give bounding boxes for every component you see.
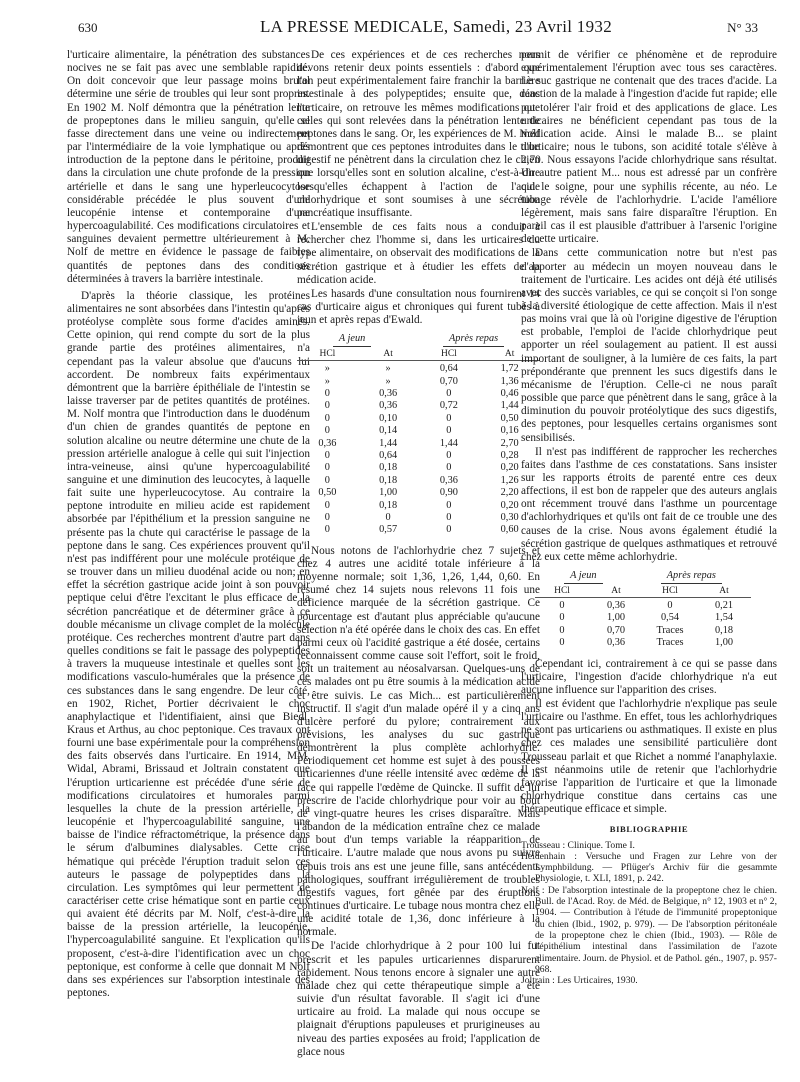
gastric-acidity-table: [297, 333, 540, 537]
column-header: HCl: [319, 348, 336, 359]
table-cell: 0,57: [379, 524, 398, 536]
table-cell: 0: [446, 425, 452, 437]
table-cell: 0: [324, 449, 330, 461]
table-cell: 0,72: [439, 400, 458, 412]
table-cell: 0,18: [379, 462, 398, 474]
table-cell: 0: [446, 412, 452, 424]
paragraph: Dans cette communication notre but n'est pas d'apporter au médecin un moyen nouveau dans le traitement de l'urticaire. Les acides ont déjà été utilisés avec des succès variables, ce qui se conçoit si l'on songe à la diversité étiologique de cette affection. Mais il n'est pas moins vrai que là où l'origine digestive de l'éruption est probable, l'emploi de l'acide chlorhydrique peut apporter un réel soulagement au patient. Il est aussi important de souligner, à la lumière de ces faits, la part prépondérante que prennent les sucs digestifs dans le mécanisme de l'éruption. Celle-ci ne nous paraît possible que parce que pénètrent dans le sang, grâce à la diminution du pouvoir protéolytique des sucs digestifs, des peptones, pour lesquelles certains organismes sont sensibilisés.: [521, 247, 777, 444]
paragraph: Cependant ici, contrairement à ce qui se passe dans l'urticaire, l'ingestion d'acide chlorhydrique n'a eut aucune influence sur l'apparition des crises.: [521, 657, 777, 696]
table-cell: 0,36: [318, 437, 337, 449]
column-header: At: [611, 585, 621, 596]
table-row: [297, 450, 540, 462]
table-cell: 0: [324, 499, 330, 511]
table-cell: 1,00: [379, 487, 398, 499]
table-cell: 0: [559, 599, 565, 611]
table-cell: 0: [324, 511, 330, 523]
table-row: [297, 363, 540, 375]
table-cell: 0: [559, 624, 565, 636]
paragraph: Il est évident que l'achlorhydrie n'explique pas seule l'urticaire ou l'asthme. En effet, tous les achlorhydriques ne sont pas urticariens ou asthmatiques. Il existe en plus chez ces malades une sensibilité particulière dont Trousseau parlait et que Richet a nommé l'anaphylaxie. Il est néanmoins utile de retenir que l'achlorhydrie favorise l'apparition de l'urticaire et que la limonade chlorhydrique constitue dans certains cas une thérapeutique efficace et simple.: [521, 698, 777, 816]
table-cell: 0,54: [660, 612, 680, 624]
table-cell: »: [324, 375, 330, 387]
table-row: [535, 637, 751, 649]
table-cell: 0: [446, 524, 452, 536]
table-cell: 0,30: [500, 511, 519, 523]
bibliography-entry: Heidenhain : Versuche und Fragen zur Lehre von der Lymphbildung. — Pflüger's Archiv für die gesammte Physiologie, t. XLI, 1891, p. 242.: [521, 850, 777, 885]
table-cell: 1,44: [500, 400, 519, 412]
column-header: HCl: [554, 585, 570, 596]
table-column-headers: [297, 348, 540, 361]
table-cell: 0: [446, 449, 452, 461]
table-cell: 0,36: [439, 474, 458, 486]
table-cell: 0,28: [500, 449, 519, 461]
table-cell: »: [324, 363, 330, 375]
table-cell: 0: [559, 637, 565, 649]
bibliography-heading: BIBLIOGRAPHIE: [609, 824, 689, 835]
bibliography: [521, 840, 777, 987]
table-row: [297, 512, 540, 524]
table-row: [297, 524, 540, 536]
paragraph: De ces expériences et de ces recherches nous devons retenir deux points essentiels : d'abord que l'on peut expérimentalement faire franchir la barrière intestinale à des polypeptides; ensuite que, dans l'urticaire, on retrouve les mêmes modifications que celles qui sont relevées dans la pénétration lente de peptones dans le sang. Or, les expériences de M. Nolf démontrent que ces peptones introduites dans le tube digestif ne pénètrent dans la circulation chez le chien que lorsqu'elles sont en solution alcaline, c'est-à-dire lorsqu'elles échappent à l'action de l'acide chlorhydrique et sont soumises à une sécrétion pancréatique insuffisante.: [297, 49, 540, 219]
table-group-headers: [297, 333, 540, 346]
table-cell: 0,18: [379, 474, 398, 486]
table-cell: 1,00: [714, 637, 734, 649]
table-row: [297, 425, 540, 437]
paragraph: De l'acide chlorhydrique à 2 pour 100 lui fut prescrit et les papules urticariennes disparurent rapidement. Nous tenons encore à signaler une autre malade chez qui cette thérapeutique simple a été suivie d'un résultat favorable. Il s'agit ici d'une urticaire au froid. La malade qui nous occupe se plaignait d'éruptions papuleuses et prurigineuses au niveau des parties exposées au froid; l'application de glace nous: [297, 940, 540, 1058]
column-header: HCl: [662, 585, 678, 596]
table-cell: 0,10: [379, 412, 398, 424]
journal-masthead: [260, 17, 612, 37]
table-cell: »: [385, 363, 391, 375]
table-cell: 0: [324, 462, 330, 474]
table-cell: 0: [324, 400, 330, 412]
table-row: [297, 500, 540, 512]
paragraph: Il n'est pas indifférent de rapprocher les recherches faites dans l'asthme de ces constatations. Sans insister sur les rapports étroits de parenté entre ces deux affections, il est bon de rappeler que des auteurs anglais ont récemment trouvé dans l'asthme un pourcentage d'achlorhydriques et qu'ils ont fait de ce trouble une des causes de la crise. Nous avons également étudié la sécrétion gastrique de quelques asthmatiques et retrouvé chez eux cette même achlorhydrie.: [521, 445, 777, 563]
table-row: [297, 462, 540, 474]
paragraph: l'urticaire alimentaire, la pénétration des substances nocives ne se fait pas avec une semblable rapidité. On doit concevoir que leur passage moins brutal détermine une série de troubles qui leur sont propres. En 1902 M. Nolf démontra que la pénétration lente de propeptones dans le milieu sanguin, qu'elle se fasse directement dans une veine ou indirectement par l'intermédiaire de la voie lymphatique ou après introduction de la peptone dans le péritoine, produit dans la circulation une chute profonde de la pression artérielle et dans le sang une hyperleucocytose considérable précédée le plus souvent d'une leucopénie intense et contemporaine d'une hypercoagulabilité. Ces modifications circulatoires et sanguines devaient permettre ultérieurement à M. Nolf de mettre en évidence le passage de faibles quantités de peptones dans des conditions déterminées à travers la barrière intestinale.: [67, 49, 310, 285]
table-cell: 0: [446, 511, 452, 523]
table-cell: 0: [446, 462, 452, 474]
table-cell: 0,64: [439, 363, 458, 375]
table-cell: 1,36: [500, 375, 519, 387]
table-cell: Traces: [656, 637, 684, 649]
table-cell: 0: [324, 387, 330, 399]
table-cell: 0,18: [714, 624, 734, 636]
table-cell: 1,44: [379, 437, 398, 449]
bibliography-entry: Nolf : De l'absorption intestinale de la propeptone chez le chien. Bull. de l'Acad. Roy. de Méd. de Belgique, n° 12, 1903 et n° 2, 1904. — Contribution à l'étude de l'immunité propeptonique du chien (Ibid., 1902, p. 979). — De l'absorption péritonéale de la propeptone chez le chien (Ibid., 1903). — Rôle de l'épithélium intestinal dans l'assimilation de l'azote alimentaire. Journ. de Physiol. et de Pathol. gén., 1907, p. 957-968.: [521, 884, 777, 975]
table-cell: 0,36: [606, 637, 626, 649]
table-cell: 2,20: [500, 487, 519, 499]
table-cell: 1,26: [500, 474, 519, 486]
table-cell: »: [385, 375, 391, 387]
table-cell: 0: [324, 412, 330, 424]
table-row: [297, 400, 540, 412]
asthma-acidity-table: [535, 570, 751, 649]
table-cell: 0: [385, 511, 391, 523]
table-row: [535, 600, 751, 612]
table-column-headers: [535, 585, 751, 598]
table-cell: 1,72: [500, 363, 519, 375]
table-body: [535, 600, 751, 650]
page-number: 630: [78, 20, 98, 35]
table-cell: 1,54: [714, 612, 734, 624]
column-header: At: [504, 348, 515, 359]
table-cell: 1,44: [439, 437, 458, 449]
paragraph: Les hasards d'une consultation nous fournirent 14 cas d'urticaire aigus et chroniques qui furent tubés à jeun et après repas d'Ewald.: [297, 287, 540, 327]
table-row: [297, 413, 540, 425]
group-header-fasting: A jeun: [564, 570, 602, 583]
paragraph: D'après la théorie classique, les protéines alimentaires ne sont absorbées dans l'intestin qu'après protéolyse complète sous forme d'acides aminés. Cette opinion, qui rend compte du sort de la plus grande partie des protéines alimentaires, n'a cependant pas la valeur absolue que d'aucuns lui accordent. De nombreux faits expérimentaux démontrent que la barrière épithéliale de l'intestin se laisse traverser par de petites quantités de protéines. M. Nolf montra que l'introduction dans le duodénum d'un chien de grandes quantités de peptone en solution alcaline ou neutre détermine une chute de la pression artérielle analogue à celle qui suit l'injection intra-veineuse, ainsi qu'une hypercoagulabilité sanguine et une diminution des leucocytes, à laquelle fait suite une hyperleucocytose. Au contraire la peptone introduite en milieu acide est rapidement absorbée par l'épithélium et la pression sanguine ne présente pas la chute qui caractérise le passage de la peptone dans le sang. Ces expériences prouvent qu'il n'est pas indifférent pour une molécule protéique de se trouver dans un milieu duodénal acide ou non; en effet la sécrétion gastrique acide joint à son pouvoir peptique celui d'être l'excitant le plus efficace de la sécrétion pancréatique et de déterminer grâce à ce double mécanisme un clivage complet de la molécule protéique. Ces recherches montrent d'autre part dans quelles conditions se fait le passage des polypeptides à travers la muqueuse intestinale et quelles sont les modifications vasculo-humérales que la présence de ces substances dans le sang engendre. De leur côté, en 1902, Richet, Portier décrivaient le choc anaphylactique et l'identifiaient, ainsi que Biedl, Kraus et Arthus, au choc peptonique. Ces travaux ont fourni une base expérimentale pour la compréhension des faits observés dans l'urticaire. En 1914, MM. Widal, Abrami, Brissaud et Joltrain constatent que l'éruption urticarienne est précédée d'une série de modifications circulatoires et humorales parmi lesquelles la chute de la pression artérielle, la leucopénie et l'hypercoagulabilité sanguine, une baisse de l'indice réfractométrique, la présence dans le sérum d'albumines dialysables. Cette crise hématique qui précède l'éruption traduit selon ces auteurs le passage de polypeptides dans la circulation. Les symptômes qui leur permettent de caractériser cette crise hématique sont en partie ceux qui avaient été décrits par M. Nolf, c'est-à-dire la baisse de la pression artérielle, la leucopénie, l'hypercoagulabilité sanguine. Et l'explication qu'ils proposent, c'est-à-dire l'identification avec un choc peptonique, est conforme à celle que donnait M Nolf dans ses expériences sur l'absorption intestinale des peptones.: [67, 289, 310, 1000]
table-cell: 0: [446, 387, 452, 399]
table-cell: 0,20: [500, 462, 519, 474]
column-header: At: [383, 348, 393, 359]
column-left: [67, 49, 310, 1000]
table-body: [297, 363, 540, 537]
table-cell: 0,36: [379, 387, 398, 399]
table-cell: 0,90: [439, 487, 458, 499]
column-right: [521, 49, 777, 986]
table-cell: 0,70: [606, 624, 626, 636]
table-cell: 0: [324, 425, 330, 437]
table-cell: 2,70: [500, 437, 519, 449]
table-cell: 0: [667, 599, 673, 611]
table-cell: Traces: [656, 624, 684, 636]
column-header: At: [719, 585, 729, 596]
table-row: [297, 487, 540, 499]
table-row: [297, 475, 540, 487]
table-cell: 0,70: [439, 375, 458, 387]
group-header-fasting: A jeun: [333, 333, 371, 346]
table-cell: 0,36: [379, 400, 398, 412]
table-cell: 0: [559, 612, 565, 624]
table-cell: 0: [324, 524, 330, 536]
table-cell: 0,50: [500, 412, 519, 424]
table-row: [535, 612, 751, 624]
table-cell: 0: [446, 499, 452, 511]
page-header: [20, 17, 780, 42]
table-cell: 1,00: [606, 612, 626, 624]
column-middle: [297, 49, 540, 1059]
group-header-after-meal: Après repas: [661, 570, 722, 583]
group-header-after-meal: Après repas: [443, 333, 504, 346]
table-group-headers: [535, 570, 751, 583]
table-row: [535, 625, 751, 637]
table-cell: 0,60: [500, 524, 519, 536]
journal-title: LA PRESSE MEDICALE,: [260, 17, 449, 36]
table-cell: 0,18: [379, 499, 398, 511]
table-cell: 0,20: [500, 499, 519, 511]
table-cell: 0,14: [379, 425, 398, 437]
column-header: HCl: [440, 348, 457, 359]
bibliography-entry: Joltrain : Les Urticaires, 1930.: [521, 975, 638, 987]
table-cell: 0,50: [318, 487, 337, 499]
paragraph: L'ensemble de ces faits nous a conduit à rechercher chez l'homme si, dans les urticaires du type alimentaire, on observait des modifications de la sécrétion gastrique et à étudier les effets de la médication acide.: [297, 221, 540, 286]
table-cell: 0,21: [714, 599, 734, 611]
paragraph: permit de vérifier ce phénomène et de reproduire expérimentalement l'éruption avec tous ses caractères. Le suc gastrique ne contenait que des traces d'acide. La réaction de la malade à l'ingestion d'acide fut rapide; elle put tolérer l'air froid et des applications de glace. Les urticaires ne bénéficient cependant pas tous de la médication acide. Ainsi le malade B... se plaint d'urticaire; nous le tubons, son acidité totale s'élève à 2,70. Nous essayons l'acide chlorhydrique sans résultat. Un autre patient M... nous est adressé par un confrère qui le soigne, pour une syphilis récente, au néo. Le tubage révèle de l'achlorhydrie. L'acide l'améliore légèrement, mais sans faire disparaître l'éruption. En pareil cas il est plausible d'attribuer à l'arsenic l'origine de cette urticaire.: [521, 49, 777, 246]
table-row: [297, 438, 540, 450]
table-row: [297, 388, 540, 400]
table-cell: 0,46: [500, 387, 519, 399]
bibliography-entry: Trousseau : Clinique. Tome I.: [521, 839, 635, 851]
paragraph: Nous notons de l'achlorhydrie chez 7 sujets et chez 4 autres une acidité totale inférieure à la moyenne normale; soit 1,36, 1,26, 1,44, 0,60. En résumé chez 14 sujets nous relevons 11 fois une déficience marquée de la sécrétion gastrique. Ce pourcentage est d'autant plus appréciable qu'aucune sélection n'a été opérée dans le choix des cas. En effet parmi ceux où l'acidité gastrique a été dosée, certains reconnaissent comme cause soit l'effort, soit le froid, soit un traitement au néosalvarsan. Quelques-uns de ces malades ont pu être soumis à la médication acide et être suivis. Le cas Mich... est particulièrement instructif. Il s'agit d'un malade opéré il y a cinq ans d'ulcère perforé du pylore; contrairement aux prévisions, les analyses du suc gastrique démontrèrent la plus complète achlorhydrie. Périodiquement cet homme est sujet à des poussées urticariennes d'une réelle intensité avec œdème de la face qui rappelle l'œdème de Quincke. Il suffit de lui prescrire de l'acide chlorhydrique pour voir au bout de vingt-quatre heures les crises disparaître. Mais l'abandon de la médication entraîne chez ce malade au bout d'un temps variable la réapparition de l'urticaire. L'autre malade que nous avons pu suivre depuis trois ans est une jeune fille, sans antécédents pathologiques, souffrant irrégulièrement de troubles digestifs vagues, fort gênée par des éruptions continues d'urticaire. Le tubage nous montra chez elle une acidité totale de 1,36, donc inférieure à la normale.: [297, 544, 540, 939]
issue-number: N° 33: [727, 20, 758, 35]
table-cell: 0,16: [500, 425, 519, 437]
table-cell: 0,64: [379, 449, 398, 461]
table-cell: 0: [324, 474, 330, 486]
table-cell: 0,36: [606, 599, 626, 611]
table-row: [297, 376, 540, 388]
issue-date: Samedi, 23 Avril 1932: [453, 17, 613, 36]
